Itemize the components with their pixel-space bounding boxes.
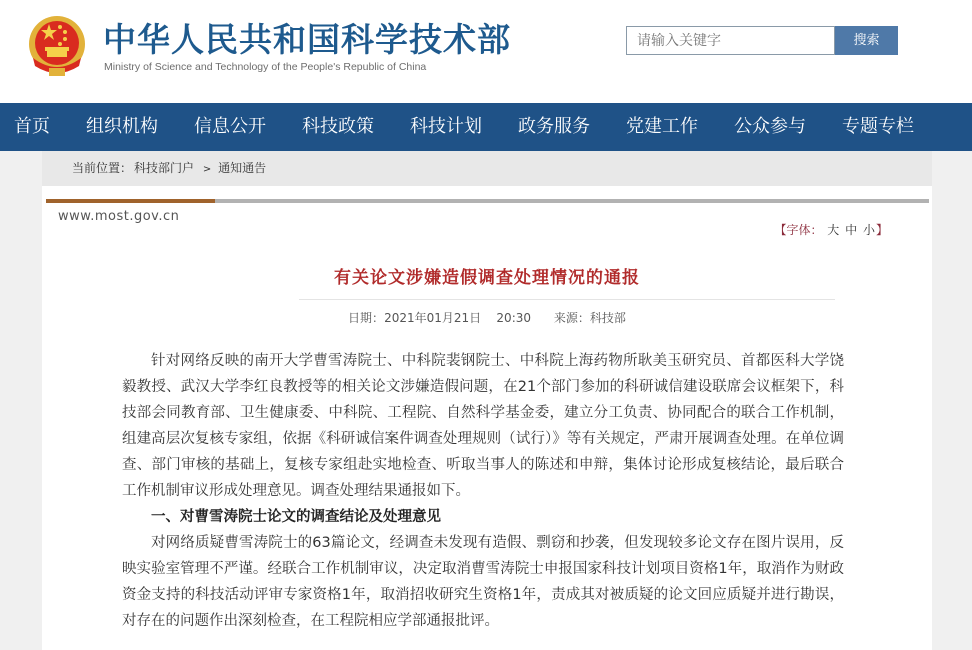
nav-item-home[interactable]: 首页 (14, 116, 50, 137)
font-size-small[interactable]: 小 (862, 223, 875, 237)
article-container (42, 186, 932, 650)
nav-item-party-building[interactable]: 党建工作 (626, 116, 698, 137)
breadcrumb (42, 151, 932, 186)
main-nav (0, 103, 972, 151)
nav-item-special-topics[interactable]: 专题专栏 (842, 116, 914, 137)
nav-item-sci-tech-policy[interactable]: 科技政策 (302, 116, 374, 137)
breadcrumb-separator: > (202, 164, 212, 175)
breadcrumb-item-notices[interactable]: 通知通告 (218, 161, 267, 175)
nav-item-information-disclosure[interactable]: 信息公开 (194, 116, 266, 137)
nav-item-sci-tech-plans[interactable]: 科技计划 (410, 116, 482, 137)
nav-item-government-services[interactable]: 政务服务 (518, 116, 590, 137)
font-size-bracket: 】 (875, 223, 888, 237)
national-emblem-icon[interactable] (27, 14, 87, 80)
article-title: 有关论文涉嫌造假调查处理情况的通报 (334, 268, 640, 288)
site-subtitle: Ministry of Science and Technology of the People's Republic of China (104, 61, 427, 73)
date-label: 日期： (348, 311, 385, 325)
article-date: 2021年01月21日 (384, 311, 482, 325)
article-body (122, 348, 844, 634)
section-paragraph: 对网络质疑曹雪涛院士的63篇论文，经调查未发现有造假、剽窃和抄袭，但发现较多论文存在图片误用，反映实验室管理不严谨。经联合工作机制审议，决定取消曹雪涛院士申报国家科技计划项目资格1年，取消作为财政资金支持的科技活动评审专家资格1年，取消招收研究生资格1年，责成其对被质疑的论文回应质疑并进行勘误，对存在的问题作出深刻检查，在工程院相应学部通报批评。 (122, 535, 844, 629)
nav-item-public-participation[interactable]: 公众参与 (734, 116, 806, 137)
font-size-control (774, 221, 888, 238)
site-title[interactable]: 中华人民共和国科学技术部 (103, 20, 511, 59)
section-heading: 一、对曹雪涛院士论文的调查结论及处理意见 (151, 509, 441, 525)
article-meta (42, 309, 932, 326)
breadcrumb-prefix: 当前位置： (72, 161, 133, 175)
font-size-large[interactable]: 大 (827, 223, 840, 237)
source-label: 来源： (553, 311, 590, 325)
site-header (0, 0, 972, 103)
font-size-medium[interactable]: 中 (845, 223, 858, 237)
site-url: www.most.gov.cn (58, 209, 180, 224)
search-button[interactable]: 搜索 (835, 26, 898, 55)
divider-accent (46, 199, 215, 203)
breadcrumb-item-portal[interactable]: 科技部门户 (134, 161, 195, 175)
title-divider (299, 299, 835, 300)
intro-paragraph: 针对网络反映的南开大学曹雪涛院士、中科院裴钢院士、中科院上海药物所耿美玉研究员、首都医科大学饶毅教授、武汉大学李红良教授等的相关论文涉嫌造假问题，在21个部门参加的科研诚信建设联席会议框架下，科技部会同教育部、卫生健康委、中科院、工程院、自然科学基金委，建立分工负责、协同配合的联合工作机制，组建高层次复核专家组，依据《科研诚信案件调查处理规则（试行）》等有关规定，严肃开展调查处理。在单位调查、部门审核的基础上，复核专家组赴实地检查、听取当事人的陈述和申辩，集体讨论形成复核结论，最后联合工作机制审议形成处理意见。调查处理结果通报如下。 (122, 353, 844, 499)
article-time: 20:30 (496, 311, 532, 325)
article-source: 科技部 (589, 311, 626, 325)
nav-item-organization[interactable]: 组织机构 (86, 116, 158, 137)
font-size-label: 【字体： (774, 223, 823, 237)
search-input[interactable] (626, 26, 835, 55)
